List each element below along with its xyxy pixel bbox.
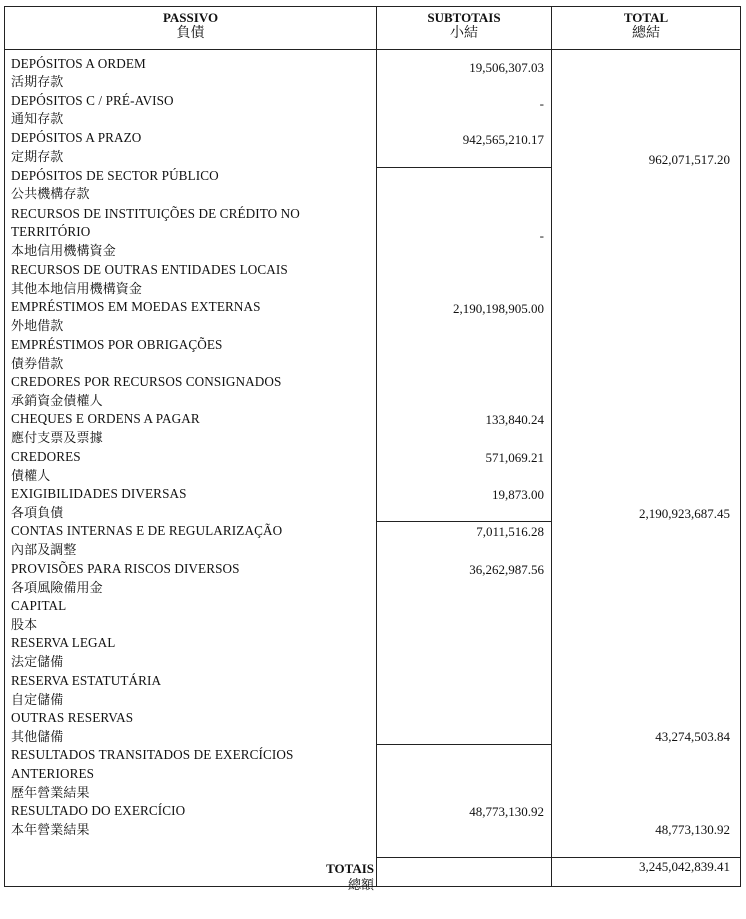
row-label-zh: 本地信用機構資金	[11, 243, 116, 258]
row-label-pt-cont: ANTERIORES	[11, 766, 95, 781]
row-label-pt: DEPÓSITOS A ORDEM	[11, 56, 146, 71]
row-label-zh: 債券借款	[11, 356, 64, 371]
row-label-pt: RESULTADOS TRANSITADOS DE EXERCÍCIOS	[11, 747, 294, 762]
row-label-pt: RESULTADO DO EXERCÍCIO	[11, 803, 186, 818]
row-label-zh: 法定儲備	[11, 654, 64, 669]
row-label-zh: 定期存款	[11, 149, 64, 164]
header-subtotais-pt: SUBTOTAIS	[427, 10, 501, 25]
row-label-zh: 通知存款	[11, 111, 64, 126]
row-label-zh: 各項風險備用金	[11, 580, 103, 595]
row-label-pt: DEPÓSITOS A PRAZO	[11, 130, 142, 145]
row-label-pt: OUTRAS RESERVAS	[11, 710, 134, 725]
total-value: 962,071,517.20	[648, 152, 730, 167]
header-passivo	[5, 10, 376, 42]
row-label-pt: DEPÓSITOS DE SECTOR PÚBLICO	[11, 168, 219, 183]
subtotal-value: 7,011,516.28	[476, 524, 544, 539]
row-label-pt: RESERVA ESTATUTÁRIA	[11, 673, 162, 688]
row-label-zh: 歷年營業結果	[11, 785, 90, 800]
row-label-pt: DEPÓSITOS C / PRÉ-AVISO	[11, 93, 174, 108]
subtotal-value: 2,190,198,905.00	[453, 301, 544, 316]
row-label-pt: EMPRÉSTIMOS EM MOEDAS EXTERNAS	[11, 299, 261, 314]
row-label-pt: CAPITAL	[11, 598, 67, 613]
col-divider-1	[376, 6, 377, 887]
row-label-zh: 股本	[11, 617, 38, 632]
totals-label	[250, 861, 374, 893]
header-total-pt: TOTAL	[623, 10, 669, 25]
col-divider-2	[551, 6, 552, 887]
row-label-zh: 承銷資金債權人	[11, 393, 103, 408]
row-label-zh: 公共機構存款	[11, 186, 90, 201]
total-value: 2,190,923,687.45	[639, 506, 730, 521]
row-label-zh: 其他本地信用機構資金	[11, 281, 143, 296]
header-subtotais	[377, 10, 551, 42]
subtotal-value: -	[539, 228, 544, 243]
row-label-pt: CONTAS INTERNAS E DE REGULARIZAÇÃO	[11, 523, 283, 538]
subtotal-value: 942,565,210.17	[462, 132, 544, 147]
row-label-pt: CREDORES POR RECURSOS CONSIGNADOS	[11, 374, 282, 389]
row-label-zh: 債權人	[11, 468, 51, 483]
totals-label-pt: TOTAIS	[326, 861, 374, 876]
header-total	[552, 10, 740, 42]
subtotal-value: -	[539, 96, 544, 111]
row-label-pt-cont: TERRITÓRIO	[11, 224, 91, 239]
group-divider-2	[376, 521, 552, 522]
row-label-pt: CREDORES	[11, 449, 81, 464]
row-label-pt: RECURSOS DE INSTITUIÇÕES DE CRÉDITO NO	[11, 206, 300, 221]
subtotal-value: 48,773,130.92	[469, 804, 544, 819]
subtotal-value: 571,069.21	[485, 450, 544, 465]
header-divider	[4, 49, 741, 50]
row-label-pt: PROVISÕES PARA RISCOS DIVERSOS	[11, 561, 240, 576]
border-left	[4, 6, 5, 887]
row-label-pt: RECURSOS DE OUTRAS ENTIDADES LOCAIS	[11, 262, 288, 277]
border-right	[740, 6, 741, 887]
row-label-pt: EMPRÉSTIMOS POR OBRIGAÇÕES	[11, 337, 223, 352]
row-label-zh: 內部及調整	[11, 542, 77, 557]
row-label-pt: RESERVA LEGAL	[11, 635, 116, 650]
total-value: 43,274,503.84	[655, 729, 730, 744]
header-subtotais-zh: 小結	[450, 26, 478, 41]
row-label-pt: CHEQUES E ORDENS A PAGAR	[11, 411, 200, 426]
grand-total-value: 3,245,042,839.41	[639, 859, 730, 874]
row-label-zh: 本年營業結果	[11, 822, 90, 837]
row-label-zh: 應付支票及票據	[11, 430, 103, 445]
header-passivo-pt: PASSIVO	[162, 10, 219, 25]
group-divider-1	[376, 167, 552, 168]
header-total-zh: 總結	[632, 26, 660, 41]
total-value: 48,773,130.92	[655, 822, 730, 837]
subtotal-value: 19,506,307.03	[469, 60, 544, 75]
row-label-pt: EXIGIBILIDADES DIVERSAS	[11, 486, 187, 501]
subtotal-value: 36,262,987.56	[469, 562, 544, 577]
row-label-zh: 各項負債	[11, 505, 64, 520]
border-top	[4, 6, 741, 7]
row-label-zh: 自定儲備	[11, 692, 64, 707]
row-label-zh: 其他儲備	[11, 729, 64, 744]
row-label-zh: 外地借款	[11, 318, 64, 333]
subtotal-value: 133,840.24	[485, 412, 544, 427]
group-divider-3	[376, 744, 552, 745]
header-passivo-zh: 負債	[176, 26, 205, 41]
subtotal-value: 19,873.00	[492, 487, 544, 502]
group-divider-4	[376, 857, 552, 858]
totals-label-zh: 總額	[347, 877, 374, 892]
row-label-zh: 活期存款	[11, 74, 64, 89]
